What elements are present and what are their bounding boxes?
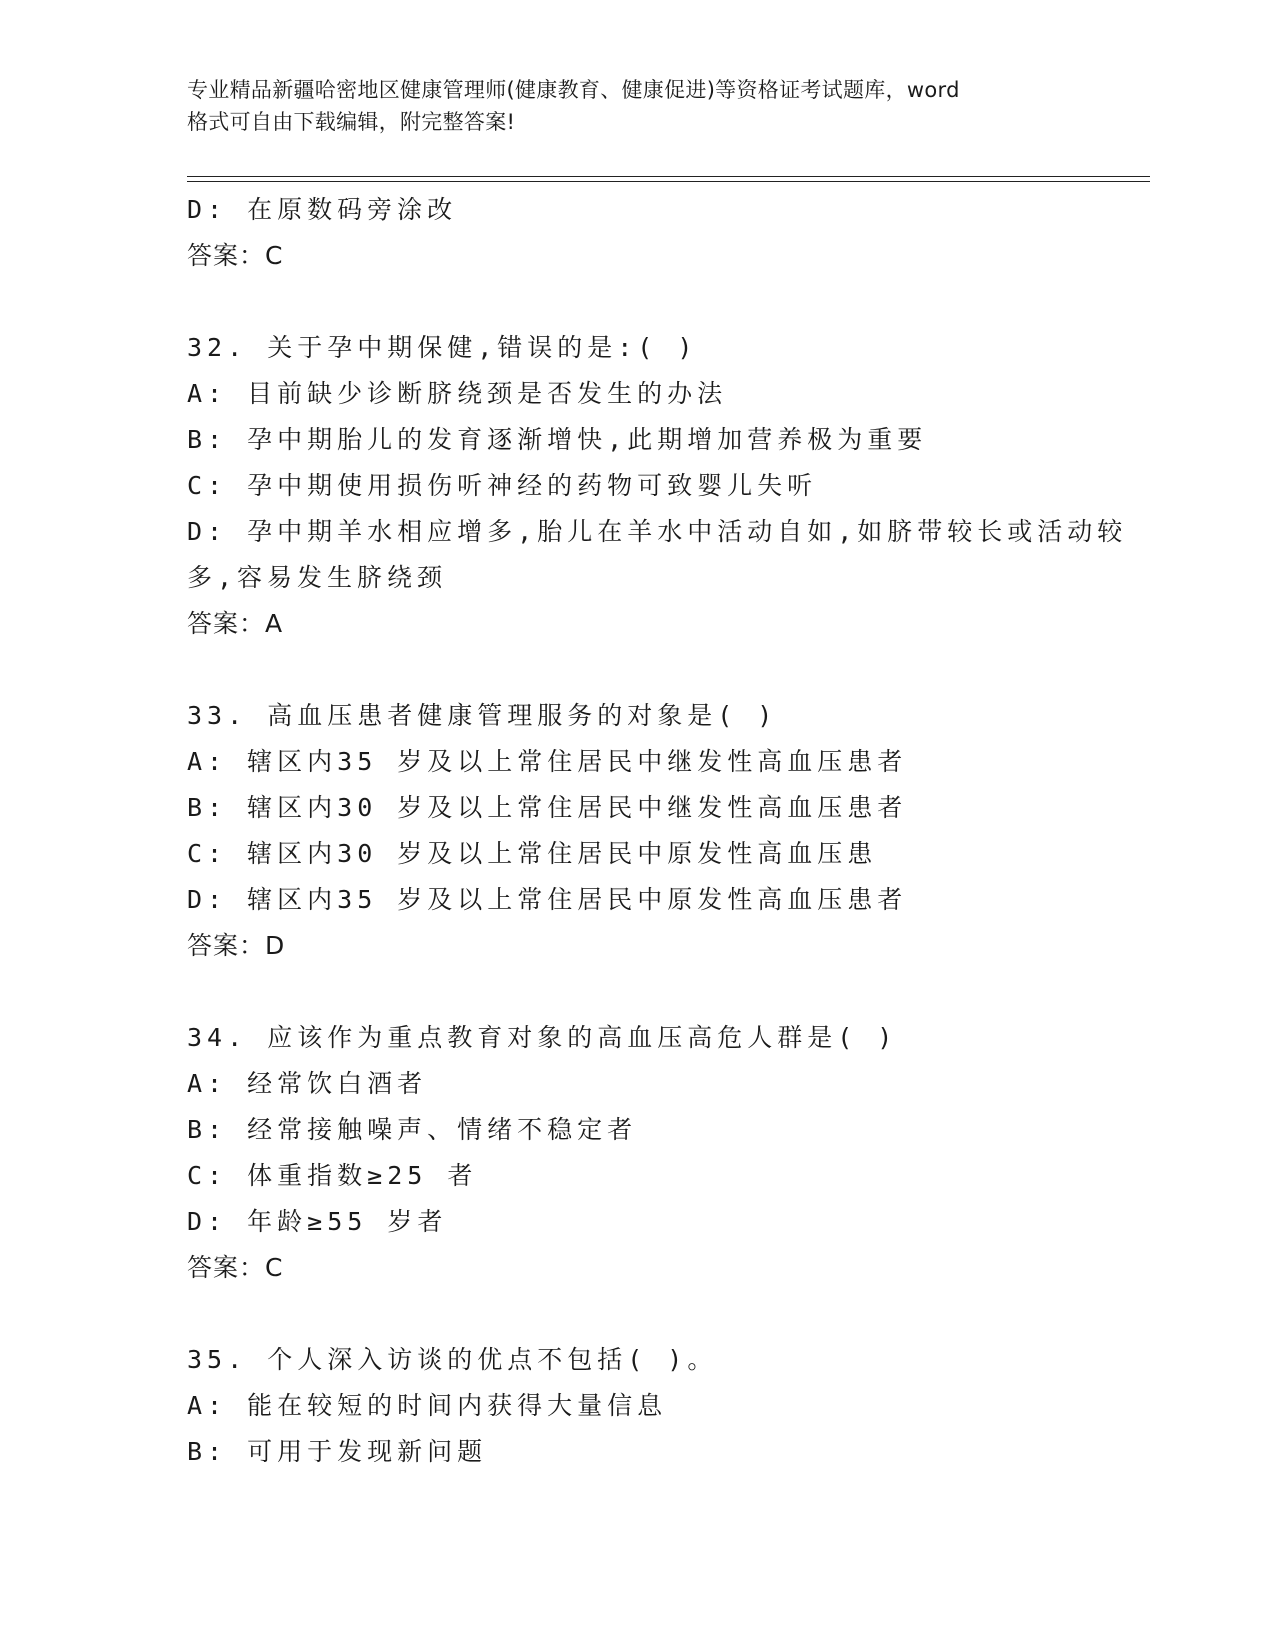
- answer-label: 答案：A: [187, 609, 284, 638]
- question-stem: 33. 高血压患者健康管理服务的对象是( ): [187, 701, 778, 730]
- header-rule-top: [187, 176, 1150, 177]
- option-d: D: 年龄≥55 岁者: [187, 1207, 448, 1236]
- option-a: A: 目前缺少诊断脐绕颈是否发生的办法: [187, 379, 728, 408]
- option-a: A: 经常饮白酒者: [187, 1069, 428, 1098]
- question-34: [187, 1015, 1087, 1291]
- spacer: [187, 647, 1087, 693]
- header-line-2: 格式可自由下载编辑，附完整答案!: [187, 110, 516, 134]
- option-d-continued: 多,容易发生脐绕颈: [187, 563, 448, 592]
- question-stem: 34. 应该作为重点教育对象的高血压高危人群是( ): [187, 1023, 898, 1052]
- spacer: [187, 1291, 1087, 1337]
- header-line-1: 专业精品新疆哈密地区健康管理师(健康教育、健康促进)等资格证考试题库，word: [187, 78, 960, 102]
- answer-label: 答案：C: [187, 241, 284, 270]
- question-33: [187, 693, 1087, 969]
- option-c: C: 体重指数≥25 者: [187, 1161, 478, 1190]
- option-b: B: 经常接触噪声、情绪不稳定者: [187, 1115, 638, 1144]
- option-b: B: 辖区内30 岁及以上常住居民中继发性高血压患者: [187, 793, 908, 822]
- spacer: [187, 279, 1087, 325]
- question-35: [187, 1337, 1087, 1475]
- answer-label: 答案：D: [187, 931, 286, 960]
- question-stem: 35. 个人深入访谈的优点不包括( )。: [187, 1345, 718, 1374]
- option-a: A: 辖区内35 岁及以上常住居民中继发性高血压患者: [187, 747, 908, 776]
- document-header: [187, 74, 1087, 138]
- option-d: D: 在原数码旁涂改: [187, 195, 458, 224]
- option-b: B: 可用于发现新问题: [187, 1437, 488, 1466]
- question-31-tail: [187, 187, 1087, 279]
- option-b: B: 孕中期胎儿的发育逐渐增快,此期增加营养极为重要: [187, 425, 928, 454]
- option-c: C: 辖区内30 岁及以上常住居民中原发性高血压患: [187, 839, 878, 868]
- question-stem: 32. 关于孕中期保健,错误的是:( ): [187, 333, 698, 362]
- header-rule-bottom: [187, 181, 1150, 182]
- question-32: [187, 325, 1128, 647]
- option-a: A: 能在较短的时间内获得大量信息: [187, 1391, 668, 1420]
- spacer: [187, 969, 1087, 1015]
- option-d: D: 辖区内35 岁及以上常住居民中原发性高血压患者: [187, 885, 908, 914]
- answer-label: 答案：C: [187, 1253, 284, 1282]
- option-c: C: 孕中期使用损伤听神经的药物可致婴儿失听: [187, 471, 818, 500]
- option-d: D: 孕中期羊水相应增多,胎儿在羊水中活动自如,如脐带较长或活动较: [187, 517, 1128, 546]
- question-list: [187, 187, 1128, 1475]
